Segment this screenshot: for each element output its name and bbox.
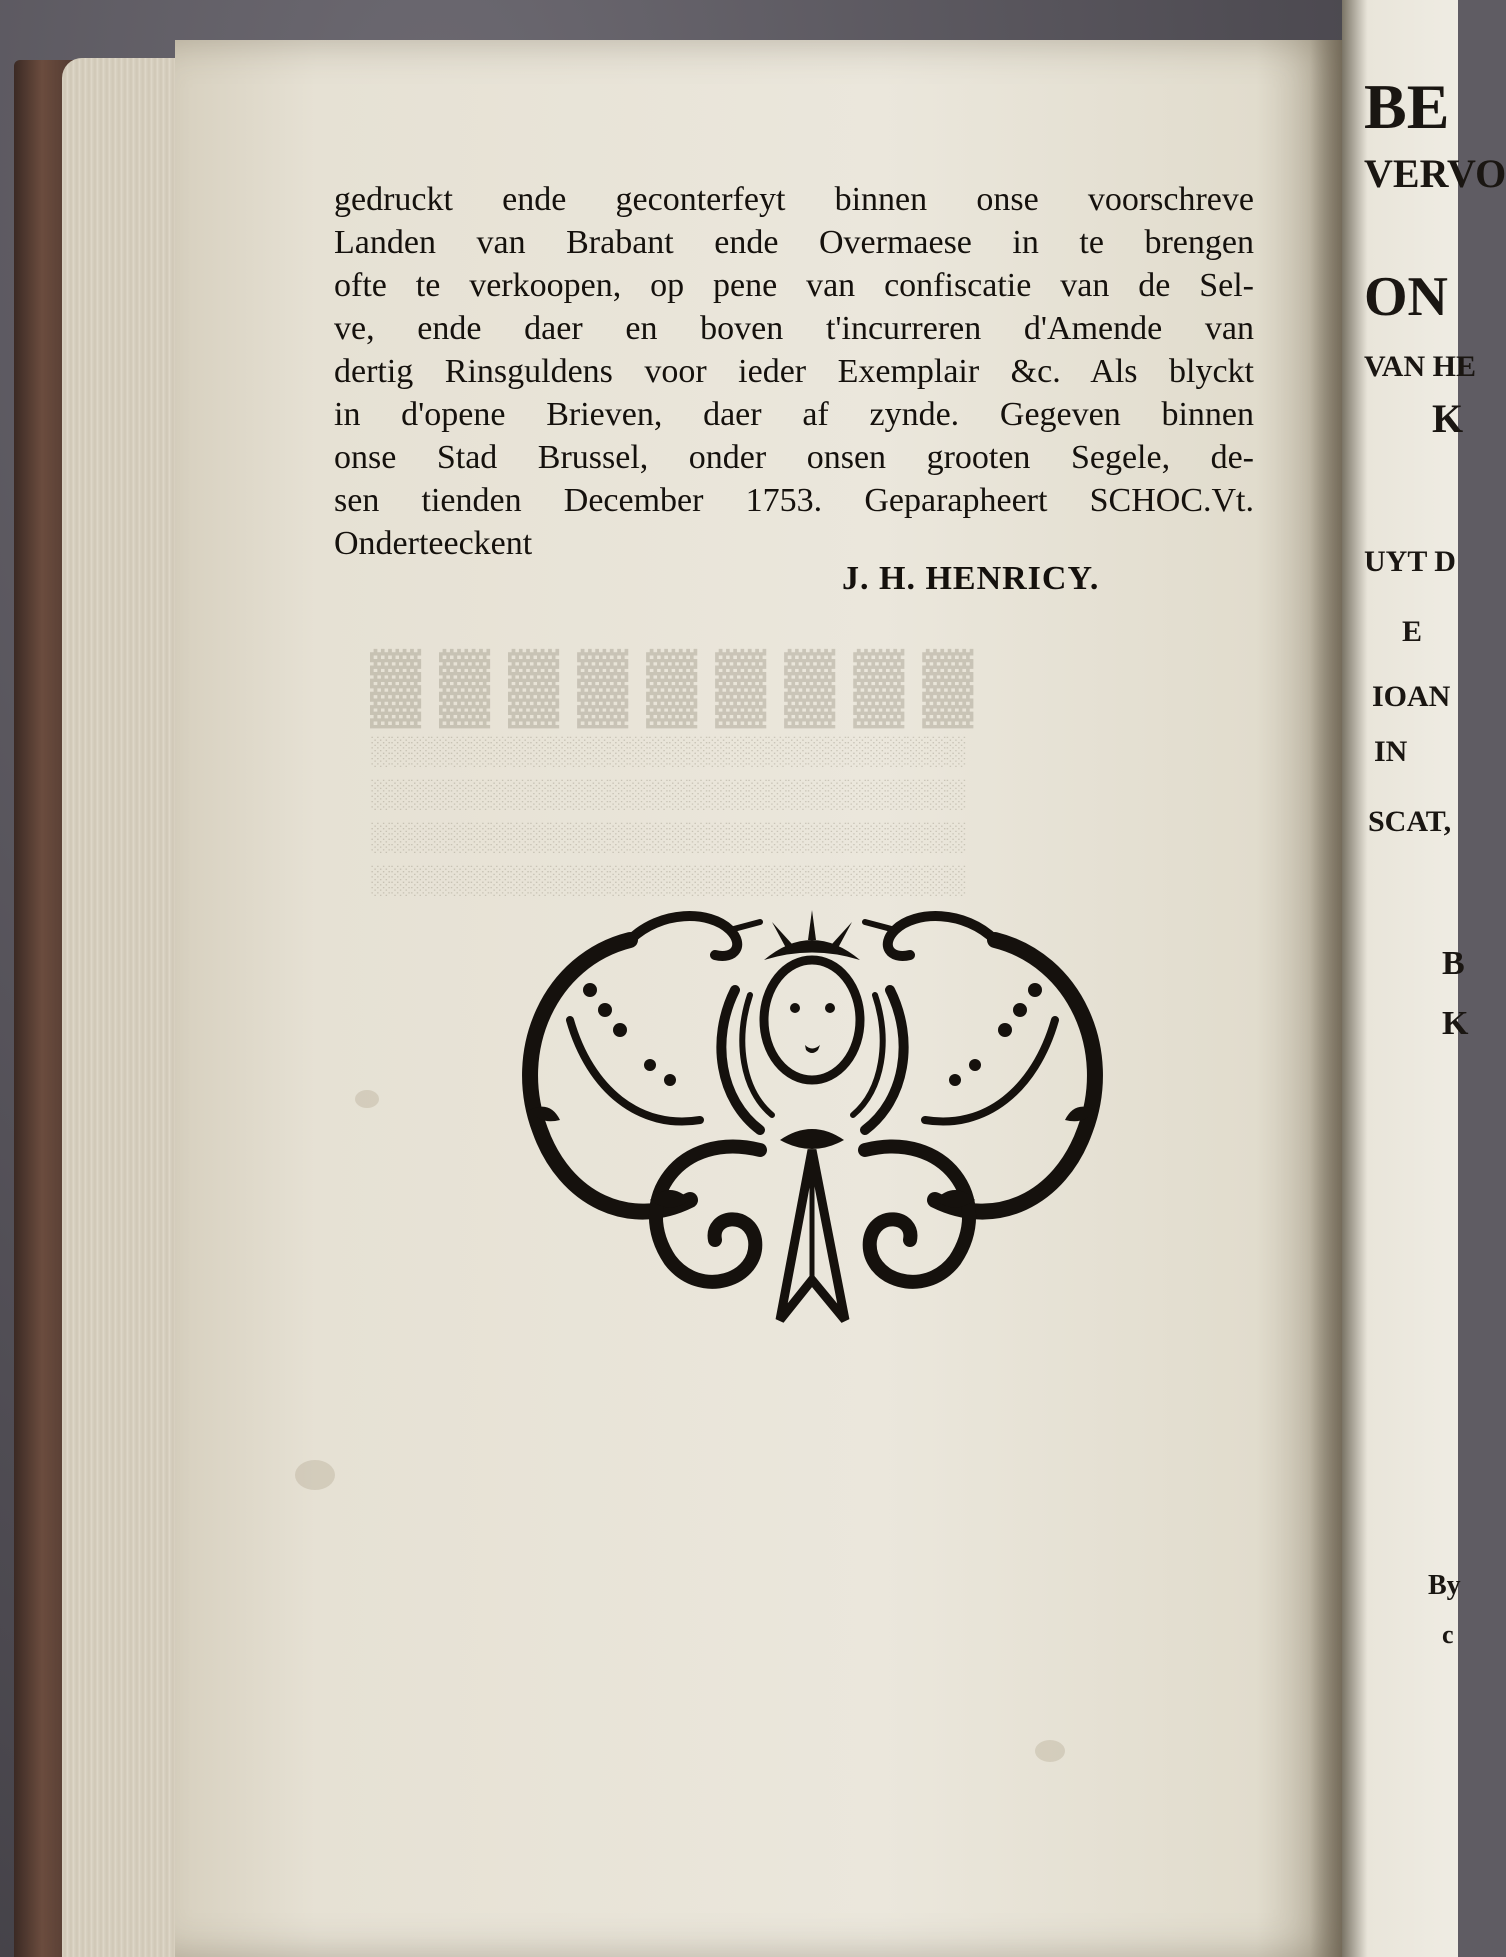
facing-fragment: IOAN xyxy=(1372,680,1451,713)
text-line: sen tienden December 1753. Geparapheert SCHOC.Vt. xyxy=(334,482,1254,519)
facing-fragment: By xyxy=(1428,1570,1461,1601)
text-line: in d'opene Brieven, daer af zynde. Gegeven binnen xyxy=(334,396,1254,433)
text-line: onse Stad Brussel, onder onsen grooten Segele, de- xyxy=(334,439,1254,476)
facing-fragment: BE xyxy=(1364,71,1450,142)
facing-fragment: SCAT, xyxy=(1368,805,1452,838)
show-through-text: ▓▓▓▓▓▓▓▓▓ ░░░░░░░░░░░░░░░░░░░░░░░░░░░░░░ ░░░░░░░░░░░░░░░░░░░░░░░░░░░░░░ ░░░░░░░░░░░░░░░░░░░░░░░░░░░░░░ ░░░░░░░░░░░░░░░░░░░░░░░░░░░░░░ xyxy=(370,646,992,896)
facing-fragment: K xyxy=(1432,396,1464,441)
text-line: ofte te verkoopen, op pene van confiscatie van de Sel- xyxy=(334,267,1254,304)
foxing-spot xyxy=(295,1460,335,1490)
text-line: Onderteeckent xyxy=(334,525,533,562)
text-line: gedruckt ende geconterfeyt binnen onse voorschreve xyxy=(334,181,1254,218)
text-line: Landen van Brabant ende Overmaese in te brengen xyxy=(334,224,1254,261)
woodcut-cherub-vignette-icon xyxy=(510,900,1115,1350)
foxing-spot xyxy=(355,1090,379,1108)
facing-page xyxy=(1342,0,1506,1957)
text-line: ve, ende daer en boven t'incurreren d'Amende van xyxy=(334,310,1254,347)
facing-fragment: IN xyxy=(1374,735,1408,768)
facing-fragment: c xyxy=(1442,1620,1454,1649)
printed-text-block xyxy=(334,178,1254,565)
text-line: dertig Rinsguldens voor ieder Exemplair &c. Als blyckt xyxy=(334,353,1254,390)
facing-fragment: B xyxy=(1442,945,1465,982)
facing-fragment: ON xyxy=(1364,266,1448,328)
facing-fragment: VERVO xyxy=(1364,151,1506,196)
facing-fragment: E xyxy=(1402,615,1423,648)
facing-fragment: VAN HE xyxy=(1364,350,1476,383)
facing-fragment: K xyxy=(1442,1005,1469,1042)
foxing-spot xyxy=(1035,1740,1065,1762)
facing-fragment: UYT D xyxy=(1364,545,1456,578)
signature-line: J. H. HENRICY. xyxy=(842,560,1100,597)
